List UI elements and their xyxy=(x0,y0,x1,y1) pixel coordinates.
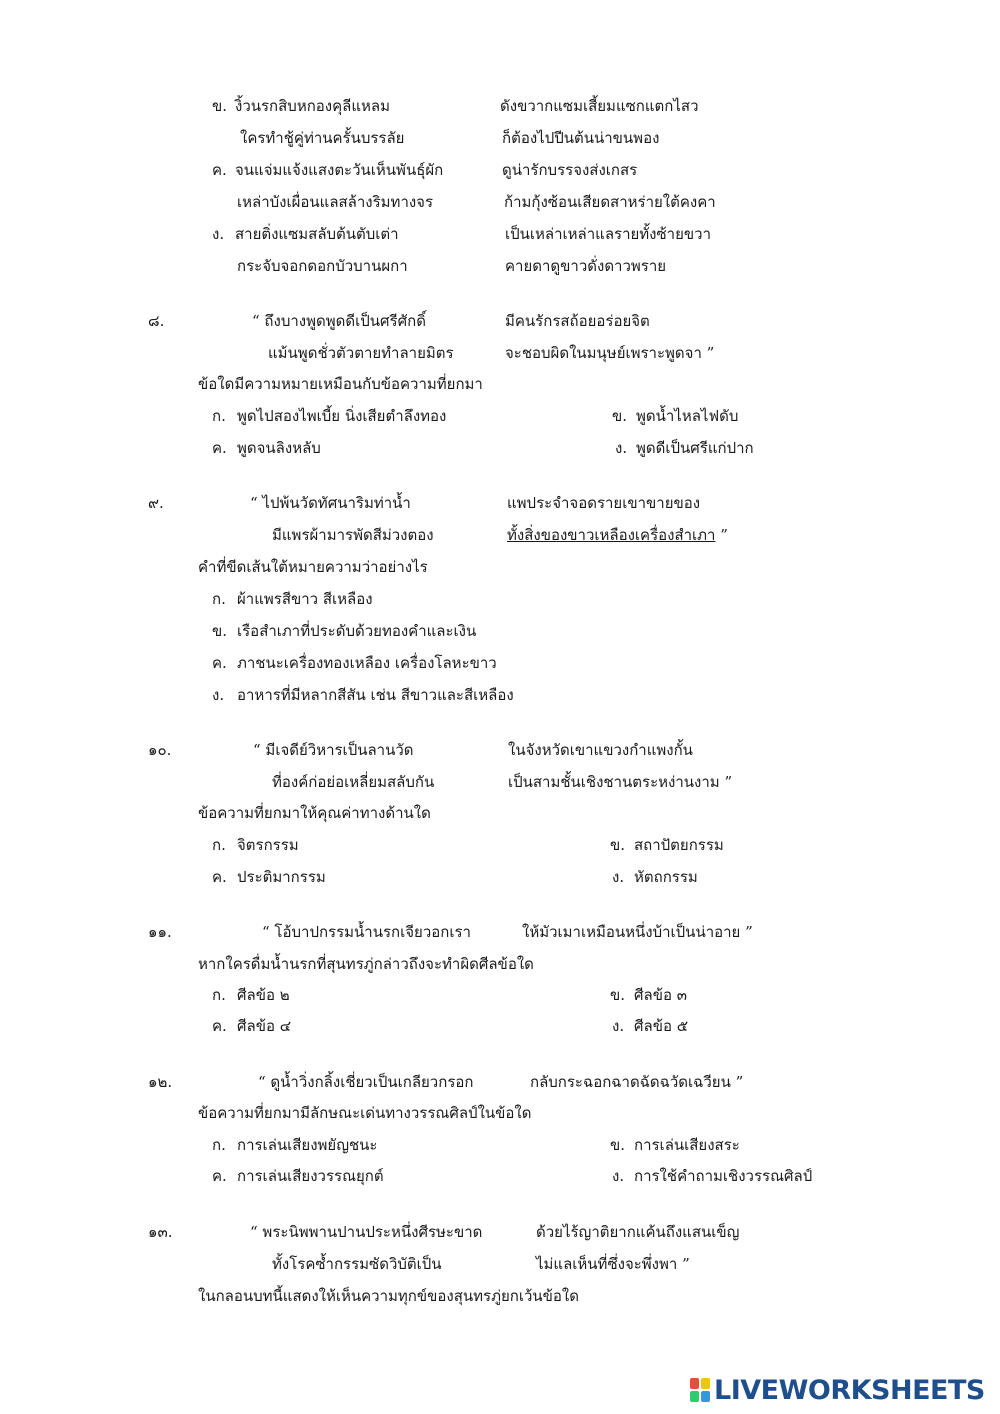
quote-line: ไม่แลเห็นที่ซึ่งจะพึ่งพา ” xyxy=(536,1255,690,1273)
option-text[interactable]: การเล่นเสียงสระ xyxy=(634,1136,740,1154)
option-label: ค. xyxy=(212,1167,227,1185)
quote-line: “ โอ้บาปกรรมน้ำนรกเจียวอกเรา xyxy=(262,923,471,941)
quote-line-underlined xyxy=(507,525,728,545)
question-text: คำที่ขีดเส้นใต้หมายความว่าอย่างไร xyxy=(198,558,428,576)
quote-line: แม้นพูดชั่วตัวตายทำลายมิตร xyxy=(268,344,454,362)
option-text[interactable]: ศีลข้อ ๔ xyxy=(237,1017,292,1035)
verse-line: กระจับจอกดอกบัวบานผกา xyxy=(237,257,408,275)
question-number: ๑๓. xyxy=(148,1223,173,1241)
quote-line: ที่องค์ก่อย่อเหลี่ยมสลับกัน xyxy=(272,773,435,791)
option-label: ก. xyxy=(212,836,226,854)
quote-line: มีคนรักรสถ้อยอร่อยจิต xyxy=(505,312,650,330)
quote-line: จะชอบผิดในมนุษย์เพราะพูดจา ” xyxy=(505,344,715,362)
option-label: ก. xyxy=(212,1136,226,1154)
option-text[interactable]: หัตถกรรม xyxy=(634,868,698,886)
verse-line: ดูน่ารักบรรจงส่งเกสร xyxy=(502,161,638,179)
option-label: ง. xyxy=(612,1017,625,1035)
option-text[interactable]: ศีลข้อ ๕ xyxy=(634,1017,689,1035)
verse-line: ก็ต้องไปปีนต้นน่าขนพอง xyxy=(502,129,660,147)
verse-line: ใครทำชู้คู่ท่านครั้นบรรลัย xyxy=(240,129,405,147)
verse-line: คายดาดูขาวดั่งดาวพราย xyxy=(505,257,667,275)
option-label: ข. xyxy=(610,836,626,854)
question-text: ในกลอนบทนี้แสดงให้เห็นความทุกข์ของสุนทรภู่ยกเว้นข้อใด xyxy=(198,1287,579,1305)
option-label: ค. xyxy=(212,439,227,457)
quote-line: เป็นสามชั้นเชิงชานตระหง่านงาม ” xyxy=(508,773,733,791)
quote-line: ให้มัวเมาเหมือนหนึ่งบ้าเป็นน่าอาย ” xyxy=(522,923,753,941)
logo-text: LIVEWORKSHEETS xyxy=(714,1374,985,1406)
option-text[interactable]: เรือสำเภาที่ประดับด้วยทองคำและเงิน xyxy=(237,622,477,640)
option-label: ง. xyxy=(212,225,225,243)
option-text[interactable]: ผ้าแพรสีขาว สีเหลือง xyxy=(237,590,373,608)
question-number: ๙. xyxy=(148,494,164,512)
question-number: ๑๐. xyxy=(148,741,172,759)
option-text[interactable]: การเล่นเสียงพยัญชนะ xyxy=(237,1136,378,1154)
option-label: ข. xyxy=(612,407,628,425)
option-text[interactable]: พูดไปสองไพเบี้ย นิ่งเสียตำลึงทอง xyxy=(237,407,447,425)
option-label: ค. xyxy=(212,868,227,886)
option-text[interactable]: ภาชนะเครื่องทองเหลือง เครื่องโลหะขาว xyxy=(237,654,497,672)
quote-line: “ พระนิพพานปานประหนึ่งศีรษะขาด xyxy=(250,1223,483,1241)
option-label: ก. xyxy=(212,590,226,608)
quote-line: “ ไปพ้นวัดทัศนาริมท่าน้ำ xyxy=(250,494,411,512)
question-text: ข้อความที่ยกมาให้คุณค่าทางด้านใด xyxy=(198,804,431,822)
option-label: ข. xyxy=(212,622,228,640)
quote-close: ” xyxy=(715,526,728,544)
option-text[interactable]: การใช้คำถามเชิงวรรณศิลป์ xyxy=(634,1167,813,1185)
quote-line: “ ดูน้ำวิ่งกลิ้งเชี่ยวเป็นเกลียวกรอก xyxy=(258,1073,474,1091)
quote-line: มีแพรผ้ามารพัดสีม่วงตอง xyxy=(272,526,434,544)
quote-line: กลับกระฉอกฉาดฉัดฉวัดเฉวียน ” xyxy=(530,1073,744,1091)
option-text[interactable]: ศีลข้อ ๒ xyxy=(237,986,290,1004)
underlined-phrase: ทั้งสิ่งของขาวเหลืองเครื่องสำเภา xyxy=(507,526,716,544)
question-number: ๑๑. xyxy=(148,923,172,941)
option-label: ข. xyxy=(212,97,228,115)
option-text[interactable]: ประติมากรรม xyxy=(237,868,326,886)
option-text[interactable]: การเล่นเสียงวรรณยุกต์ xyxy=(237,1167,384,1185)
quote-line: “ ถึงบางพูดพูดดีเป็นศรีศักดิ์ xyxy=(252,312,426,330)
question-number: ๑๒. xyxy=(148,1073,173,1091)
option-text[interactable]: พูดน้ำไหลไฟดับ xyxy=(636,407,739,425)
option-label: ก. xyxy=(212,407,226,425)
option-label: ข. xyxy=(610,986,626,1004)
verse-line: จนแจ่มแจ้งแสงตะวันเห็นพันธุ์ผัก xyxy=(235,161,444,179)
verse-line: ก้ามกุ้งซ้อนเสียดสาหร่ายใต้คงคา xyxy=(504,193,716,211)
verse-line: สายติ่งแซมสลับต้นตับเต่า xyxy=(235,225,399,243)
quote-line: “ มีเจดีย์วิหารเป็นลานวัด xyxy=(253,741,414,759)
option-label: ค. xyxy=(212,161,227,179)
quote-line: ทั้งโรคซ้ำกรรมซัดวิบัติเป็น xyxy=(272,1255,442,1273)
verse-line: เป็นเหล่าเหล่าแลรายทั้งซ้ายขวา xyxy=(505,225,711,243)
option-text[interactable]: จิตรกรรม xyxy=(237,836,299,854)
quote-line: ด้วยไร้ญาติยากแค้นถึงแสนเข็ญ xyxy=(536,1223,740,1241)
option-label: ก. xyxy=(212,986,226,1004)
option-label: ง. xyxy=(212,686,225,704)
option-label: ค. xyxy=(212,1017,227,1035)
option-label: ข. xyxy=(610,1136,626,1154)
question-number: ๘. xyxy=(148,312,165,330)
option-label: ง. xyxy=(612,868,625,886)
verse-line: งิ้วนรกสิบหกองคุลีแหลม xyxy=(235,97,390,115)
option-text[interactable]: อาหารที่มีหลากสีสัน เช่น สีขาวและสีเหลือง xyxy=(237,686,514,704)
option-text[interactable]: ศีลข้อ ๓ xyxy=(634,986,687,1004)
option-label: ง. xyxy=(612,1167,625,1185)
quote-line: แพประจำจอดรายเขาขายของ xyxy=(507,494,701,512)
option-text[interactable]: พูดจนลิงหลับ xyxy=(237,439,321,457)
option-label: ง. xyxy=(615,439,628,457)
option-label: ค. xyxy=(212,654,227,672)
question-text: ข้อความที่ยกมามีลักษณะเด่นทางวรรณศิลป์ในข้อใด xyxy=(198,1104,532,1122)
option-text[interactable]: พูดดีเป็นศรีแก่ปาก xyxy=(636,439,754,457)
verse-line: ดังขวากแซมเสี้ยมแซกแตกไสว xyxy=(500,97,699,115)
verse-line: เหล่าบังเผื่อนแลสล้างริมทางจร xyxy=(237,193,434,211)
option-text[interactable]: สถาปัตยกรรม xyxy=(634,836,724,854)
liveworksheets-logo xyxy=(690,1374,985,1406)
question-text: ข้อใดมีความหมายเหมือนกับข้อความที่ยกมา xyxy=(198,375,483,393)
logo-icon xyxy=(690,1378,710,1402)
question-text: หากใครดื่มน้ำนรกที่สุนทรภู่กล่าวถึงจะทำผิดศีลข้อใด xyxy=(198,955,534,973)
quote-line: ในจังหวัดเขาแขวงกำแพงกั้น xyxy=(508,741,693,759)
